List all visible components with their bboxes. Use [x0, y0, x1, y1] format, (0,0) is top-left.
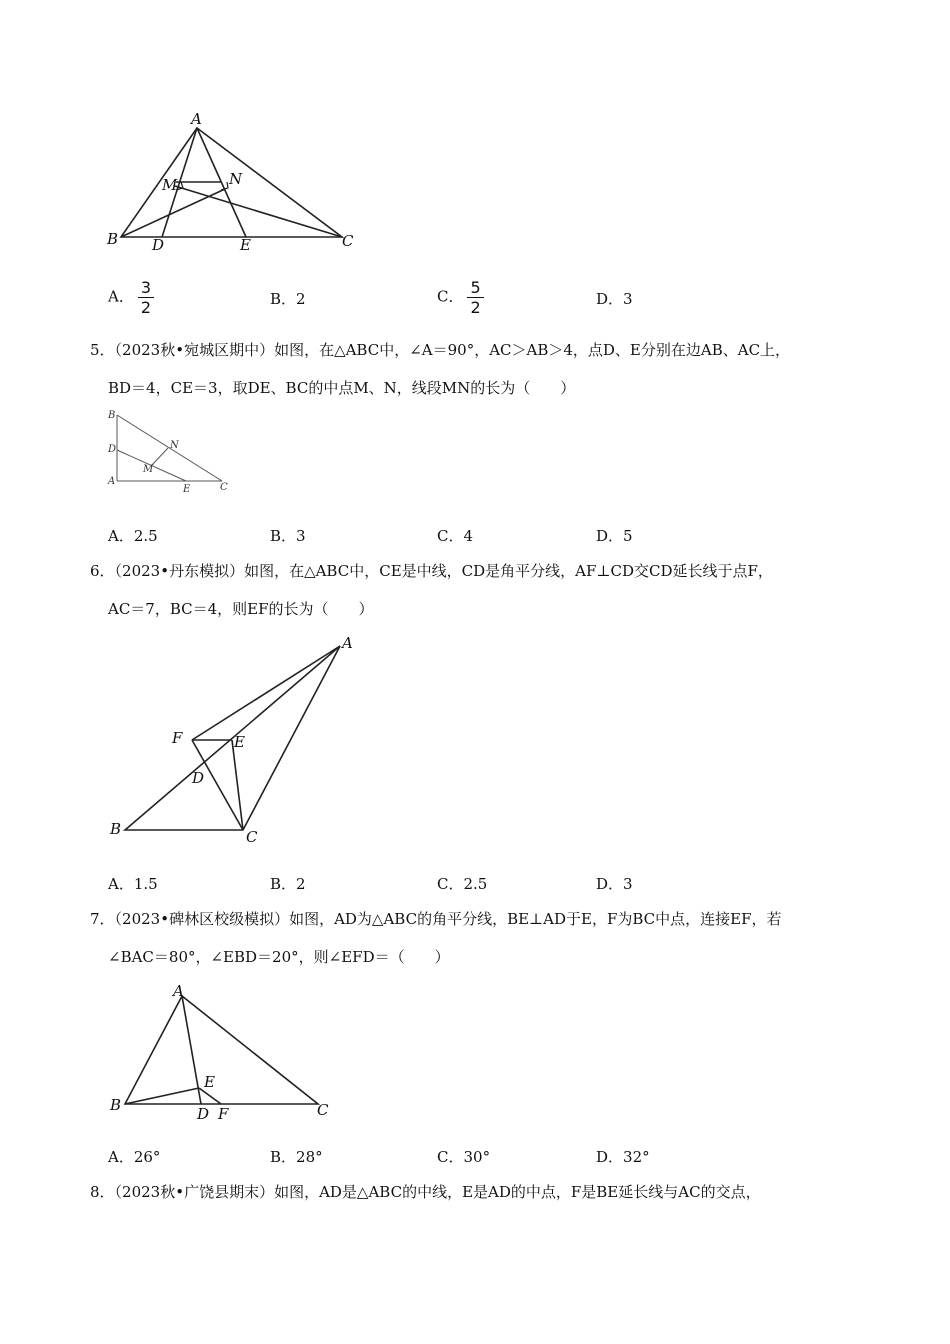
q6-label-c: C: [246, 828, 258, 846]
q4-option-b[interactable]: B．2: [270, 290, 306, 308]
q4-option-c[interactable]: C． $\frac{5}{2}$: [437, 278, 484, 317]
q5-option-c[interactable]: C．4: [437, 527, 474, 545]
q4-label-a: A: [191, 110, 202, 128]
q6-option-c[interactable]: C．2.5: [437, 875, 488, 893]
q5-label-d: D: [108, 444, 117, 455]
q4-label-m: M: [162, 176, 178, 194]
q6-label-e: E: [234, 733, 245, 751]
q7-label-c: C: [317, 1101, 329, 1119]
q7-stem-line2: ∠BAC＝80°，∠EBD＝20°，则∠EFD＝（ ）: [108, 948, 450, 966]
q7-label-a: A: [173, 982, 184, 1000]
q4-option-d[interactable]: D．3: [596, 290, 633, 308]
q5-label-m: M: [143, 464, 154, 475]
q6-label-a: A: [342, 634, 353, 652]
q5-option-d[interactable]: D．5: [596, 527, 633, 545]
q6-option-b[interactable]: B．2: [270, 875, 306, 893]
q5-label-b: B: [108, 410, 116, 421]
q4-label-e: E: [240, 236, 251, 254]
q4-label-n: N: [229, 170, 243, 188]
q5-stem-line1: 5．（2023秋•宛城区期中）如图，在△ABC中，∠A＝90°，AC＞AB＞4，点D、E分别在边AB、AC上，: [90, 341, 791, 359]
q8-stem-line1: 8．（2023秋•广饶县期末）如图，AD是△ABC的中线，E是AD的中点，F是BE延长线与AC的交点，: [90, 1183, 761, 1201]
q6-label-f: F: [172, 729, 183, 747]
q4-option-a[interactable]: A． $\frac{3}{2}$: [108, 278, 154, 317]
q7-segment-be: [125, 1088, 199, 1104]
q7-option-a[interactable]: A．26°: [108, 1148, 161, 1166]
q7-label-d: D: [197, 1105, 210, 1123]
q6-option-d[interactable]: D．3: [596, 875, 633, 893]
q5-option-b[interactable]: B．3: [270, 527, 306, 545]
q6-stem-line2: AC＝7，BC＝4，则EF的长为（ ）: [108, 600, 374, 618]
q5-label-e: E: [183, 484, 191, 495]
q5-label-a: A: [108, 476, 116, 487]
q7-triangle-abc: [125, 996, 318, 1104]
q7-option-d[interactable]: D．32°: [596, 1148, 650, 1166]
q7-stem-line1: 7．（2023•碑林区校级模拟）如图，AD为△ABC的角平分线，BE⊥AD于E，F为BC中点，连接EF，若: [90, 910, 782, 928]
q5-option-a[interactable]: A．2.5: [108, 527, 158, 545]
q4-option-c-fraction: $\frac{5}{2}$: [467, 278, 483, 317]
q6-stem-line1: 6．（2023•丹东模拟）如图，在△ABC中，CE是中线，CD是角平分线，AF⊥CD交CD延长线于点F，: [90, 562, 773, 580]
q4-label-d: D: [152, 236, 165, 254]
q4-option-a-fraction: $\frac{3}{2}$: [138, 278, 154, 317]
q7-option-c[interactable]: C．30°: [437, 1148, 491, 1166]
q6-label-b: B: [110, 820, 122, 838]
q7-label-e: E: [204, 1073, 215, 1091]
q5-label-c: C: [220, 482, 228, 493]
q7-option-b[interactable]: B．28°: [270, 1148, 323, 1166]
q4-label-c: C: [342, 232, 354, 250]
q4-label-b: B: [107, 230, 119, 248]
q7-label-b: B: [110, 1096, 122, 1114]
q6-option-a[interactable]: A．1.5: [108, 875, 158, 893]
q7-label-f: F: [218, 1105, 229, 1123]
q5-stem-line2: BD＝4，CE＝3，取DE、BC的中点M、N，线段MN的长为（ ）: [108, 379, 576, 397]
q6-label-d: D: [192, 769, 205, 787]
q5-label-n: N: [170, 440, 179, 451]
